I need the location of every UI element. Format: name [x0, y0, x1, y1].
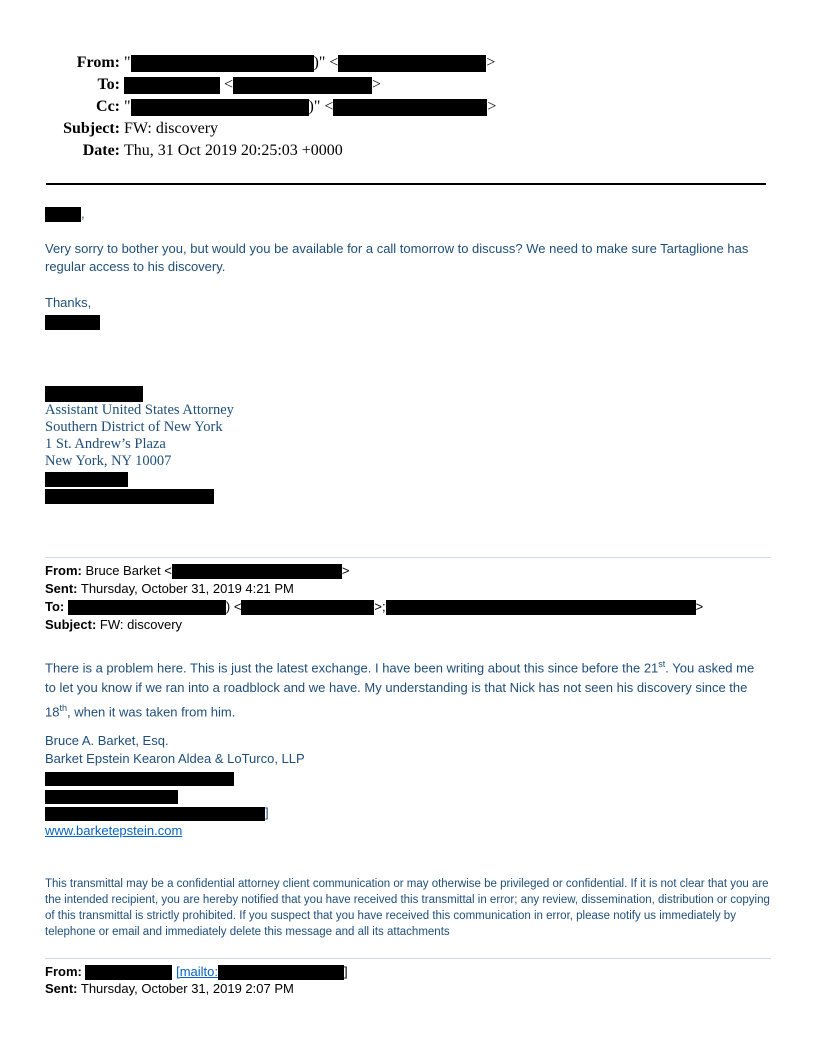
header-divider — [46, 183, 766, 185]
header-subject-row — [0, 118, 218, 140]
redacted-block — [338, 55, 486, 72]
greeting: , — [45, 205, 85, 223]
cc-label: Cc: — [96, 98, 120, 115]
redacted-block — [124, 77, 220, 94]
redacted-block — [241, 600, 374, 615]
forward2-divider — [45, 958, 771, 959]
redacted-block — [45, 489, 214, 504]
fwd1-website[interactable] — [45, 822, 182, 840]
signature-address1: 1 St. Andrew’s Plaza — [45, 436, 166, 452]
fwd1-subject: Subject: FW: discovery — [45, 617, 183, 632]
fwd1-sig-address — [45, 770, 234, 788]
closing: Thanks, — [45, 295, 92, 310]
signature-address2: New York, NY 10007 — [45, 453, 172, 469]
redacted-block — [131, 99, 309, 116]
fwd1-sig-name: Bruce A. Barket, Esq. — [45, 733, 169, 748]
to-label: To: — [97, 76, 120, 93]
fwd2-from: From: [mailto: ] — [45, 964, 348, 979]
subject-label: Subject: — [63, 120, 120, 137]
redacted-block — [45, 790, 178, 804]
redacted-block — [172, 564, 342, 579]
disclaimer: This transmittal may be a confidential attorney client communication or may otherwise be privileged or confidential. If it is not clear that you are the intended recipient, you are hereby notified that you have received this transmittal in error; any review, dissemination, distribution or copying of this transmittal is strictly prohibited. If you suspect that you have received this communication in error, please notify us immediately by telephone or email and immediately delete this message and all its attachments — [45, 878, 770, 938]
fwd1-sig-firm: Barket Epstein Kearon Aldea & LoTurco, LLP — [45, 751, 305, 766]
mailto-link[interactable]: [mailto: — [176, 964, 344, 979]
signature-email — [45, 488, 214, 506]
redacted-block — [45, 207, 81, 222]
signature-title: Assistant United States Attorney — [45, 402, 234, 418]
message-body: Very sorry to bother you, but would you be available for a call tomorrow to discuss? We need to make sure Tartaglione has regular access to his discovery. — [45, 241, 749, 274]
from-label: From: — [76, 54, 120, 71]
date-value: Thu, 31 Oct 2019 20:25:03 +0000 — [124, 142, 343, 159]
fwd1-to: To: ) < >; > — [45, 599, 704, 614]
redacted-block — [386, 600, 696, 615]
header-from-row: From: " )" < > — [0, 52, 495, 74]
subject-value: FW: discovery — [124, 120, 219, 137]
fwd1-sent: Sent: Thursday, October 31, 2019 4:21 PM — [45, 581, 294, 596]
signature-phone — [45, 471, 128, 489]
redacted-block — [45, 772, 234, 786]
website-link[interactable]: www.barketepstein.com — [45, 823, 183, 838]
redacted-block — [131, 55, 314, 72]
sender-name — [45, 314, 100, 332]
redacted-block — [45, 315, 100, 330]
fwd1-signature — [45, 732, 305, 768]
redacted-block — [85, 965, 172, 980]
redacted-block — [333, 99, 487, 116]
redacted-block — [233, 77, 372, 94]
redacted-block — [218, 965, 344, 980]
redacted-block — [45, 472, 128, 487]
fwd2-sent: Sent: Thursday, October 31, 2019 2:07 PM — [45, 981, 294, 996]
signature-block — [45, 402, 234, 470]
redacted-block — [45, 807, 265, 821]
fwd1-body: There is a problem here. This is just the latest exchange. I have been writing about this since before the 21st. You asked me to let you know if we ran into a roadblock and we have. My understanding is that Nick has not seen his discovery since the 18th, when it was taken from him. — [45, 659, 755, 720]
date-label: Date: — [82, 142, 120, 159]
forward-divider — [45, 557, 771, 558]
redacted-block — [45, 386, 143, 402]
header-to-row: To: < > — [0, 74, 381, 96]
redacted-block — [68, 600, 226, 615]
signature-name — [45, 385, 143, 403]
header-date-row — [0, 140, 343, 162]
header-cc-row: Cc: " )" < > — [0, 96, 496, 118]
signature-office: Southern District of New York — [45, 419, 223, 435]
fwd1-from: From: Bruce Barket < > — [45, 563, 350, 578]
fwd1-sig-email: ] — [45, 804, 269, 822]
